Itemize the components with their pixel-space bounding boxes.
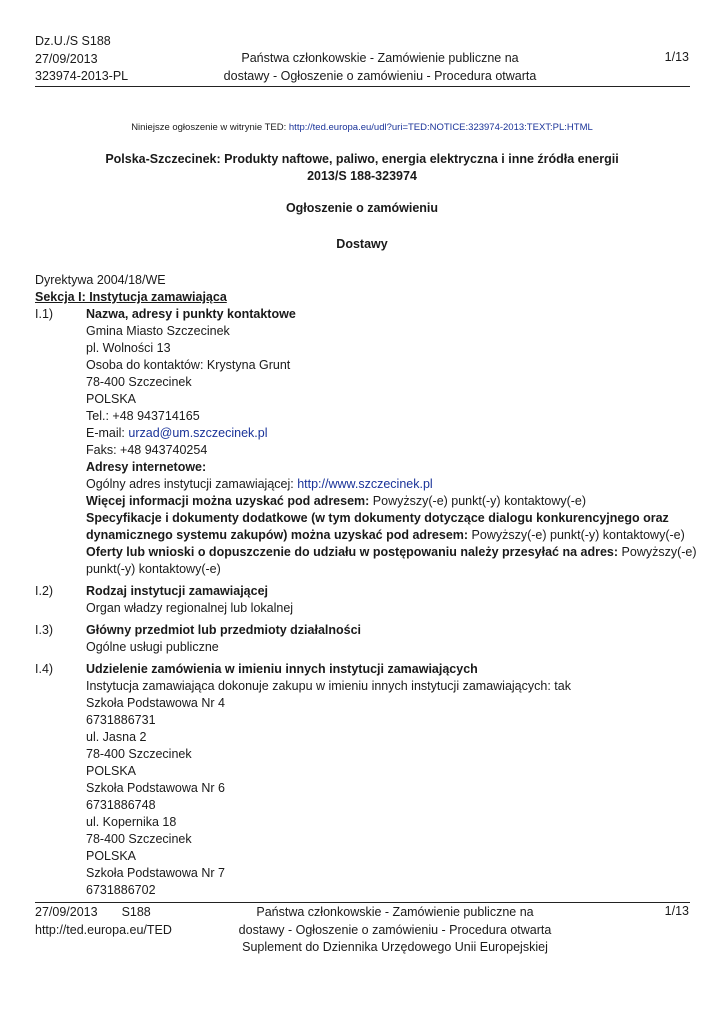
document-body bbox=[35, 272, 695, 899]
contact-person: Osoba do kontaktów: Krystyna Grunt bbox=[86, 358, 291, 372]
header-title-line: Państwa członkowskie - Zamówienie publiczne na bbox=[241, 51, 519, 65]
institution-id: 6731886702 bbox=[86, 883, 156, 897]
section-value: Ogólne usługi publiczne bbox=[86, 640, 219, 654]
journal-ref: Dz.U./S S188 bbox=[35, 34, 111, 48]
section-heading: Główny przedmiot lub przedmioty działalności bbox=[86, 623, 362, 637]
section-heading: Rodzaj instytucji zamawiającej bbox=[86, 584, 269, 598]
notice-number: 323974-2013-PL bbox=[35, 69, 129, 83]
address-line: 78-400 Szczecinek bbox=[86, 375, 192, 389]
section-i4 bbox=[35, 661, 695, 899]
footer-title-line: Państwa członkowskie - Zamówienie publiczne na bbox=[256, 905, 534, 919]
spec-row bbox=[86, 527, 697, 544]
address-line: Gmina Miasto Szczecinek bbox=[86, 324, 230, 338]
section-i3 bbox=[35, 622, 695, 656]
institution-name: Szkoła Podstawowa Nr 7 bbox=[86, 866, 225, 880]
section-heading: Sekcja I: Instytucja zamawiająca bbox=[35, 290, 227, 304]
institution-id: 6731886731 bbox=[86, 713, 156, 727]
institution-name: Szkoła Podstawowa Nr 4 bbox=[86, 696, 225, 710]
header-title-line: dostawy - Ogłoszenie o zamówieniu - Procedura otwarta bbox=[223, 68, 537, 83]
offers-label: Oferty lub wnioski o dopuszczenie do udziału w postępowaniu należy przesyłać na adres: bbox=[86, 545, 619, 559]
document-reference: 2013/S 188-323974 bbox=[307, 169, 417, 183]
email-link[interactable]: urzad@um.szczecinek.pl bbox=[128, 426, 268, 440]
section-number: I.4) bbox=[35, 662, 54, 676]
offers-value: Powyższy(-e) bbox=[618, 545, 697, 559]
general-address-label: Ogólny adres instytucji zamawiającej: bbox=[86, 477, 298, 491]
more-info-row bbox=[86, 493, 697, 510]
section-heading: Nazwa, adresy i punkty kontaktowe bbox=[86, 307, 296, 321]
country: POLSKA bbox=[86, 392, 137, 406]
offers-value-cont: punkt(-y) kontaktowy(-e) bbox=[86, 562, 221, 576]
footer-title bbox=[180, 904, 610, 957]
general-address-row bbox=[86, 476, 697, 493]
section-heading: Udzielenie zamówienia w imieniu innych instytucji zamawiających bbox=[86, 662, 478, 676]
header-meta bbox=[35, 33, 128, 86]
footer-meta bbox=[35, 904, 172, 939]
document-title bbox=[0, 151, 724, 185]
contract-type: Dostawy bbox=[336, 237, 388, 251]
email-row bbox=[86, 425, 697, 442]
header-divider bbox=[35, 86, 690, 87]
ted-notice-text: Niniejsze ogłoszenie w witrynie TED: bbox=[131, 122, 289, 133]
offers-row bbox=[86, 544, 697, 561]
country: POLSKA bbox=[86, 764, 137, 778]
fax: Faks: +48 943740254 bbox=[86, 443, 208, 457]
directive: Dyrektywa 2004/18/WE bbox=[35, 273, 166, 287]
section-value: Organ władzy regionalnej lub lokalnej bbox=[86, 601, 294, 615]
address-line: ul. Kopernika 18 bbox=[86, 815, 177, 829]
section-i2 bbox=[35, 583, 695, 617]
section-number: I.3) bbox=[35, 623, 54, 637]
address-line: 78-400 Szczecinek bbox=[86, 832, 192, 846]
address-line: ul. Jasna 2 bbox=[86, 730, 147, 744]
country: POLSKA bbox=[86, 849, 137, 863]
more-info-label: Więcej informacji można uzyskać pod adresem: bbox=[86, 494, 370, 508]
footer-supplement: Suplement do Dziennika Urzędowego Unii Europejskiej bbox=[242, 940, 548, 954]
footer-page-number: 1/13 bbox=[664, 904, 689, 918]
section-i1 bbox=[35, 306, 695, 578]
section-number: I.1) bbox=[35, 307, 54, 321]
email-label: E-mail: bbox=[86, 426, 129, 440]
address-line: pl. Wolności 13 bbox=[86, 341, 171, 355]
footer-title-line: dostawy - Ogłoszenie o zamówieniu - Procedura otwarta bbox=[238, 922, 552, 937]
footer-url: http://ted.europa.eu/TED bbox=[35, 922, 172, 937]
address-line: 78-400 Szczecinek bbox=[86, 747, 192, 761]
spec-value: Powyższy(-e) punkt(-y) kontaktowy(-e) bbox=[468, 528, 685, 542]
document-title-line: Polska-Szczecinek: Produkty naftowe, paliwo, energia elektryczna i inne źródła energii bbox=[105, 152, 619, 166]
header-date: 27/09/2013 bbox=[35, 51, 98, 66]
footer-divider bbox=[35, 902, 690, 903]
section-number: I.2) bbox=[35, 584, 54, 598]
institution-id: 6731886748 bbox=[86, 798, 156, 812]
phone: Tel.: +48 943714165 bbox=[86, 409, 200, 423]
notice-type: Ogłoszenie o zamówieniu bbox=[285, 201, 439, 215]
ted-notice-link[interactable]: http://ted.europa.eu/udl?uri=TED:NOTICE:323974-2013:TEXT:PL:HTML bbox=[288, 122, 593, 133]
website-link[interactable]: http://www.szczecinek.pl bbox=[297, 477, 433, 491]
header-title bbox=[180, 50, 580, 85]
footer-date-row bbox=[35, 904, 172, 922]
footer-series: S188 bbox=[121, 905, 151, 919]
spec-label: Specyfikacje i dokumenty dodatkowe (w tym dokumenty dotyczące dialogu konkurencyjnego oraz bbox=[86, 511, 669, 525]
section-value: Instytucja zamawiająca dokonuje zakupu w imieniu innych instytucji zamawiających: tak bbox=[86, 679, 571, 693]
more-info-value: Powyższy(-e) punkt(-y) kontaktowy(-e) bbox=[369, 494, 587, 508]
institution-name: Szkoła Podstawowa Nr 6 bbox=[86, 781, 225, 795]
spec-label: dynamicznego systemu zakupów) można uzyskać pod adresem: bbox=[86, 528, 469, 542]
header-page-number: 1/13 bbox=[664, 50, 689, 64]
footer-date: 27/09/2013 bbox=[35, 905, 98, 919]
ted-notice bbox=[0, 122, 724, 133]
internet-heading: Adresy internetowe: bbox=[86, 460, 207, 474]
